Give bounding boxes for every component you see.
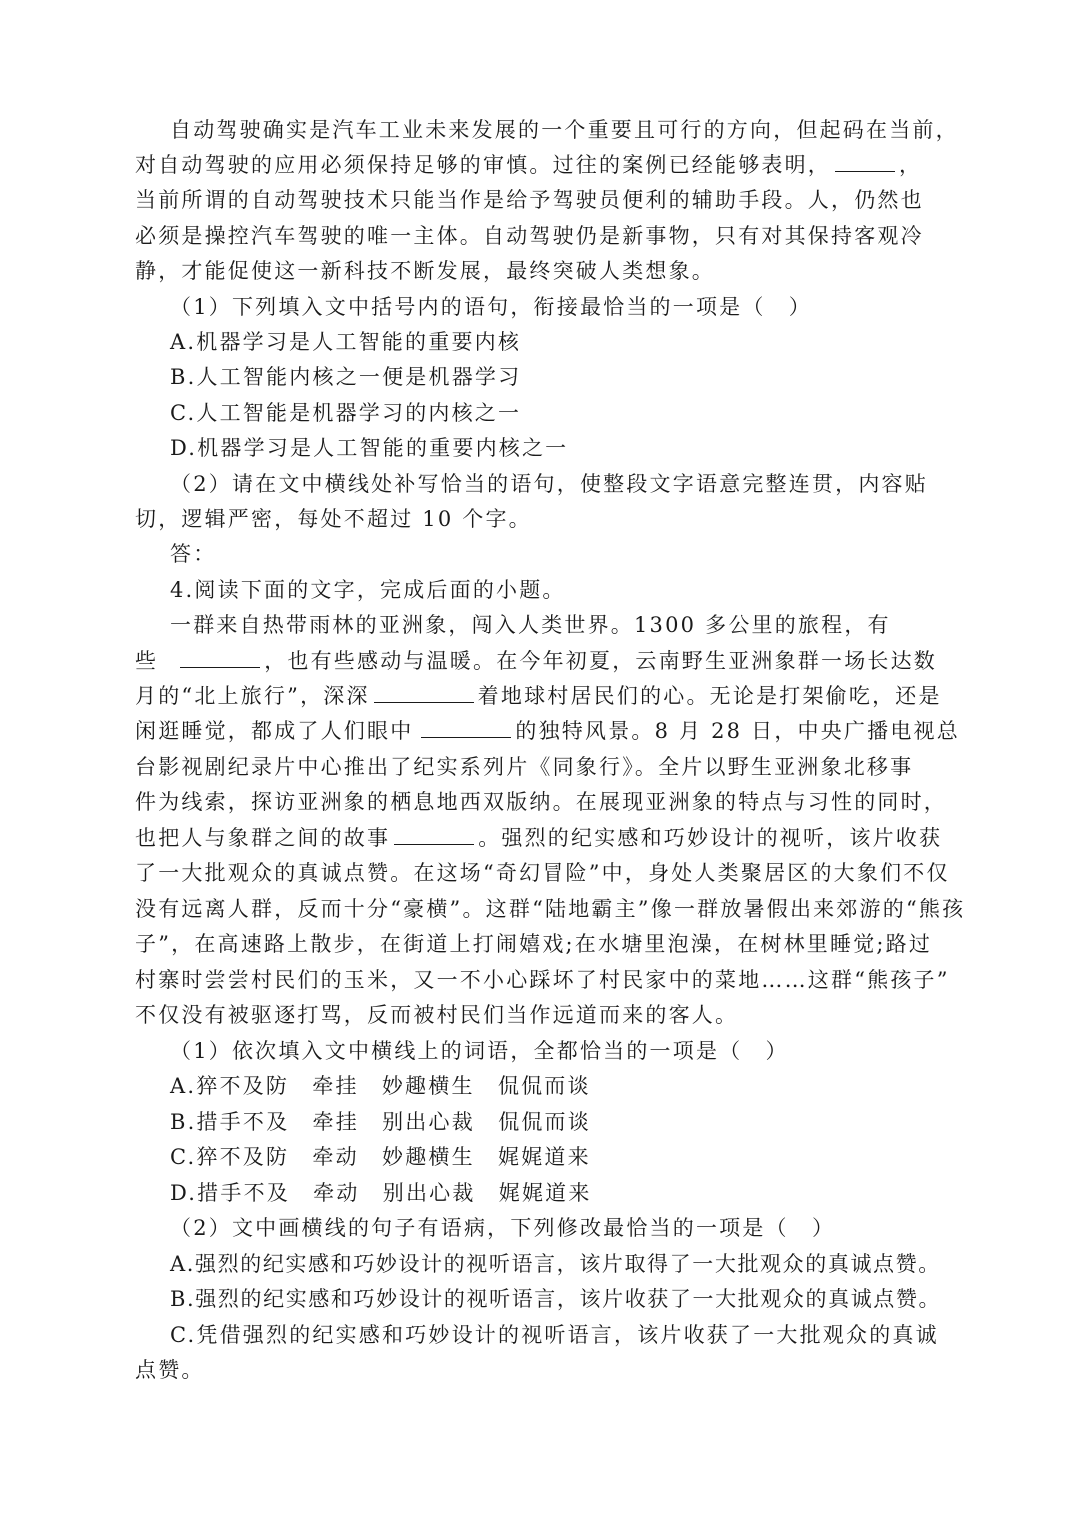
- q4-1-option-a: A.猝不及防 牵挂 妙趣横生 侃侃而谈: [170, 1074, 591, 1098]
- q4-passage-line-3-end: 着地球村居民们的心。无论是打架偷吃，还是: [477, 684, 942, 708]
- q4-2-stem: （2）文中画横线的句子有语病，下列修改最恰当的一项是（ ）: [170, 1216, 836, 1240]
- passage1-line-2: [135, 150, 922, 180]
- q4-1-option-c: C.猝不及防 牵动 妙趣横生 娓娓道来: [170, 1145, 591, 1169]
- q4-2-option-a: A.强烈的纪实感和巧妙设计的视听语言，该片取得了一大批观众的真诚点赞。: [170, 1252, 941, 1276]
- q3-1-option-b: B.人工智能内核之一便是机器学习: [170, 365, 522, 389]
- q3-1-stem: （1）下列填入文中括号内的语句，衔接最恰当的一项是（ ）: [170, 295, 812, 319]
- q3-2-stem-line-1: （2）请在文中横线处补写恰当的语句，使整段文字语意完整连贯，内容贴: [170, 472, 928, 496]
- q4-2-option-c-line-2: 点赞。: [135, 1358, 205, 1382]
- q4-passage-line-7-end: 。强烈的纪实感和巧妙设计的视听，该片收获: [478, 826, 943, 850]
- fill-blank: [180, 647, 260, 668]
- q4-passage-line-4-end: 的独特风景。8 月 28 日，中央广播电视总: [515, 719, 960, 743]
- q4-1-stem: （1）依次填入文中横线上的词语，全都恰当的一项是（ ）: [170, 1039, 789, 1063]
- q4-passage-line-6: 件为线索，探访亚洲象的栖息地西双版纳。在展现亚洲象的特点与习性的同时，: [135, 790, 947, 814]
- q4-passage-line-5: 台影视剧纪录片中心推出了纪实系列片《同象行》。全片以野生亚洲象北移事: [135, 755, 914, 779]
- q3-2-answer-label: 答：: [170, 542, 217, 566]
- fill-blank: [374, 682, 474, 703]
- passage1-line-1: 自动驾驶确实是汽车工业未来发展的一个重要且可行的方向，但起码在当前，: [170, 118, 959, 142]
- q3-1-option-a: A.机器学习是人工智能的重要内核: [170, 330, 522, 354]
- fill-blank: [835, 151, 895, 172]
- q4-passage-line-3-start: 月的“北上旅行”，深深: [135, 684, 370, 708]
- q4-passage-line-11: 村寨时尝尝村民们的玉米，又一不小心踩坏了村民家中的菜地……这群“熊孩子”: [135, 968, 950, 992]
- q4-passage-line-4-start: 闲逛睡觉，都成了人们眼中: [135, 719, 414, 743]
- passage1-line-2-text: 对自动驾驶的应用必须保持足够的审慎。过往的案例已经能够表明，: [135, 153, 831, 177]
- q3-1-option-d: D.机器学习是人工智能的重要内核之一: [170, 436, 569, 460]
- q4-1-option-d: D.措手不及 牵动 别出心裁 娓娓道来: [170, 1181, 592, 1205]
- q4-passage-line-8: 了一大批观众的真诚点赞。在这场“奇幻冒险”中，身处人类聚居区的大象们不仅: [135, 861, 950, 885]
- q4-passage-line-7-start: 也把人与象群之间的故事: [135, 826, 391, 850]
- q4-2-option-c-line-1: C.凭借强烈的纪实感和巧妙设计的视听语言，该片收获了一大批观众的真诚: [170, 1323, 939, 1347]
- q3-1-option-c: C.人工智能是机器学习的内核之一: [170, 401, 522, 425]
- q4-passage-line-12: 不仅没有被驱逐打骂，反而被村民们当作远道而来的客人。: [135, 1003, 739, 1027]
- fill-blank: [394, 824, 474, 845]
- q4-passage-line-4: [135, 716, 960, 746]
- q4-passage-line-9: 没有远离人群，反而十分“豪横”。这群“陆地霸主”像一群放暑假出来郊游的“熊孩: [135, 897, 966, 921]
- q4-1-option-b: B.措手不及 牵挂 别出心裁 侃侃而谈: [170, 1110, 591, 1134]
- passage1-line-4: 必须是操控汽车驾驶的唯一主体。自动驾驶仍是新事物，只有对其保持客观冷: [135, 224, 924, 248]
- passage1-line-3: 当前所谓的自动驾驶技术只能当作是给予驾驶员便利的辅助手段。人，仍然也: [135, 188, 924, 212]
- q4-2-option-b: B.强烈的纪实感和巧妙设计的视听语言，该片收获了一大批观众的真诚点赞。: [170, 1287, 942, 1311]
- fill-blank: [421, 717, 511, 738]
- q4-passage-line-2-start: 些: [135, 649, 159, 673]
- q4-passage-line-7: [135, 823, 942, 853]
- passage1-line-2-end: ，: [899, 153, 923, 177]
- passage1-line-5: 静，才能促使这一新科技不断发展，最终突破人类想象。: [135, 259, 715, 283]
- q3-2-stem-line-2: 切，逻辑严密，每处不超过 10 个字。: [135, 507, 532, 531]
- q4-passage-line-1: 一群来自热带雨林的亚洲象，闯入人类世界。1300 多公里的旅程，有: [170, 613, 891, 637]
- q4-passage-line-2: [135, 646, 937, 676]
- q4-title: 4.阅读下面的文字，完成后面的小题。: [170, 578, 566, 602]
- q4-passage-line-2-end: ，也有些感动与温暖。在今年初夏，云南野生亚洲象群一场长达数: [264, 649, 938, 673]
- q4-passage-line-3: [135, 681, 942, 711]
- q4-passage-line-10: 子”，在高速路上散步，在街道上打闹嬉戏;在水塘里泡澡，在树林里睡觉;路过: [135, 932, 933, 956]
